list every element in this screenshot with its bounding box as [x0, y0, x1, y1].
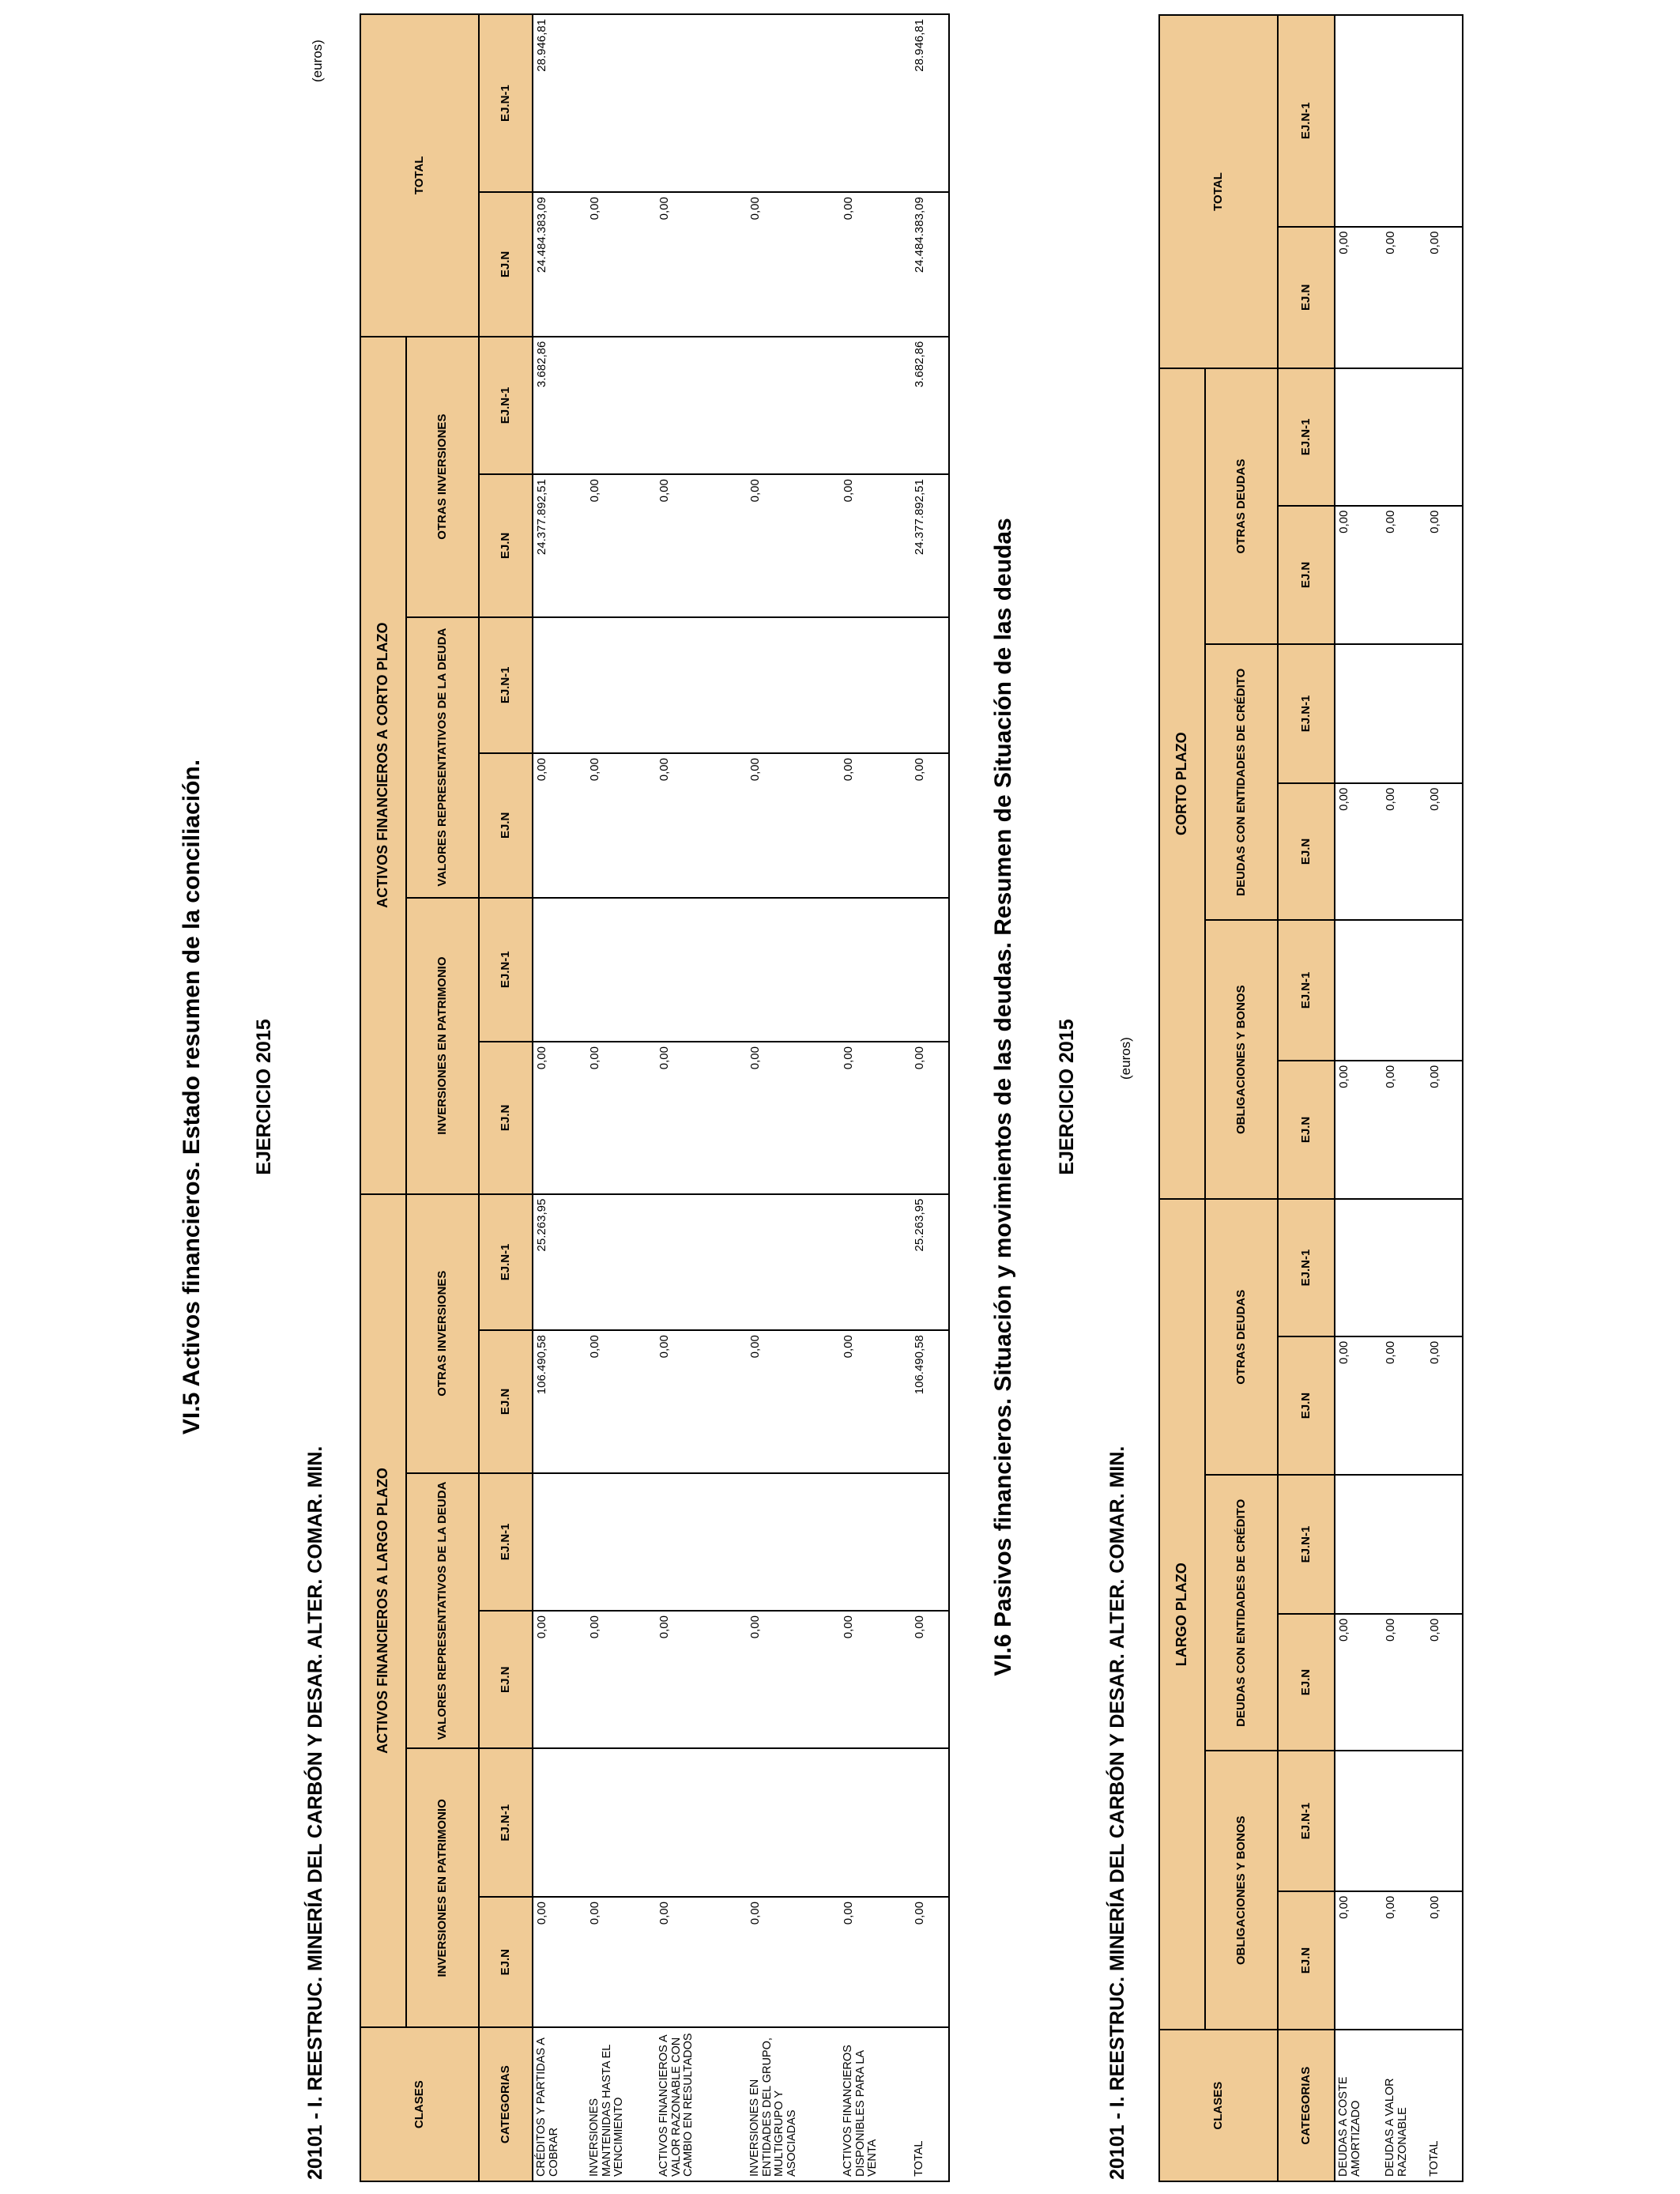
value-cell [656, 898, 747, 1042]
ejn1-header: EJ.N-1 [1278, 1475, 1335, 1614]
section2-entity: 20101 - I. REESTRUC. MINERÍA DEL CARBÓN Y DESAR. ALTER. COMAR. MIN. [1106, 1446, 1128, 2180]
value-cell: 0,00 [747, 1611, 840, 1748]
value-cell: 24.484.383,09 [911, 192, 949, 337]
value-cell: 24.484.383,09 [533, 192, 586, 337]
value-cell [586, 1473, 656, 1611]
otras-deudas-header: OTRAS DEUDAS [1205, 368, 1278, 644]
value-cell [1335, 1475, 1382, 1614]
value-cell: 0,00 [840, 1611, 911, 1748]
value-cell [840, 617, 911, 753]
value-cell [533, 898, 586, 1042]
table-row [656, 14, 747, 2181]
category-label: DEUDAS A VALOR RAZONABLE [1382, 2030, 1426, 2181]
value-cell: 0,00 [1335, 1891, 1382, 2030]
otras-inversiones-header: OTRAS INVERSIONES [406, 1194, 479, 1473]
otras-inversiones-header: OTRAS INVERSIONES [406, 337, 479, 617]
ejn-header: EJ.N [479, 474, 533, 616]
value-cell [656, 617, 747, 753]
value-cell: 106.490,58 [911, 1330, 949, 1472]
ejn-header: EJ.N [1278, 227, 1335, 369]
value-cell: 0,00 [1426, 783, 1463, 921]
value-cell [586, 898, 656, 1042]
ejn-header: EJ.N [479, 1897, 533, 2027]
section2-title: VI.6 Pasivos financieros. Situación y movimientos de las deudas. Resumen de Situación de las deudas [990, 518, 1016, 1676]
value-cell [586, 1194, 656, 1330]
value-cell [747, 1194, 840, 1330]
category-label: ACTIVOS FINANCIEROS DISPONIBLES PARA LA VENTA [840, 2027, 911, 2181]
table-row [840, 14, 911, 2181]
category-label: TOTAL [1426, 2030, 1463, 2181]
value-cell: 0,00 [840, 192, 911, 337]
value-cell [840, 1194, 911, 1330]
value-cell: 0,00 [1382, 783, 1426, 921]
value-cell [840, 898, 911, 1042]
corto-plazo-header: ACTIVOS FINANCIEROS A CORTO PLAZO [360, 337, 406, 1194]
ejn-header: EJ.N [479, 753, 533, 898]
value-cell: 0,00 [656, 753, 747, 898]
value-cell: 0,00 [747, 192, 840, 337]
value-cell [586, 337, 656, 474]
value-cell: 24.377.892,51 [533, 474, 586, 616]
value-cell: 0,00 [586, 1042, 656, 1194]
value-cell: 28.946,81 [911, 14, 949, 192]
categorias-header: CATEGORIAS [479, 2027, 533, 2181]
value-cell: 25.263,95 [533, 1194, 586, 1330]
value-cell [747, 337, 840, 474]
obligaciones-bonos-header: OBLIGACIONES Y BONOS [1205, 1751, 1278, 2030]
value-cell: 0,00 [1335, 1336, 1382, 1476]
value-cell: 0,00 [533, 1611, 586, 1748]
ejn1-header: EJ.N-1 [1278, 15, 1335, 227]
value-cell: 0,00 [840, 474, 911, 616]
largo-plazo-header: LARGO PLAZO [1159, 1199, 1205, 2030]
value-cell: 0,00 [1382, 227, 1426, 369]
value-cell [586, 14, 656, 192]
value-cell [1426, 1751, 1463, 1891]
ejn1-header: EJ.N-1 [1278, 920, 1335, 1061]
value-cell [656, 1473, 747, 1611]
ejn-header: EJ.N [479, 192, 533, 337]
value-cell [747, 898, 840, 1042]
value-cell [656, 1194, 747, 1330]
ejn-header: EJ.N [1278, 506, 1335, 645]
value-cell: 0,00 [911, 1042, 949, 1194]
value-cell: 0,00 [586, 474, 656, 616]
value-cell [840, 1748, 911, 1897]
value-cell [1382, 1475, 1426, 1614]
value-cell: 0,00 [1335, 227, 1382, 369]
value-cell [1335, 15, 1382, 227]
value-cell: 0,00 [1335, 1614, 1382, 1751]
total-header: TOTAL [360, 14, 479, 337]
value-cell [911, 898, 949, 1042]
value-cell: 0,00 [1335, 506, 1382, 645]
value-cell [1335, 368, 1382, 506]
value-cell [911, 1473, 949, 1611]
section1-units: (euros) [310, 40, 325, 82]
value-cell [1426, 644, 1463, 783]
value-cell [1382, 644, 1426, 783]
ejn1-header: EJ.N-1 [1278, 1751, 1335, 1891]
value-cell [1335, 1199, 1382, 1336]
total-header: TOTAL [1159, 15, 1278, 368]
value-cell [1426, 1475, 1463, 1614]
value-cell [533, 1748, 586, 1897]
section2-units: (euros) [1118, 1037, 1133, 1080]
value-cell [1382, 1751, 1426, 1891]
ejn-header: EJ.N [479, 1330, 533, 1472]
value-cell: 0,00 [586, 1897, 656, 2027]
ejn-header: EJ.N [479, 1042, 533, 1194]
table-row [1382, 15, 1426, 2181]
value-cell: 0,00 [911, 1611, 949, 1748]
value-cell: 0,00 [911, 753, 949, 898]
value-cell: 0,00 [656, 1042, 747, 1194]
value-cell: 0,00 [747, 1042, 840, 1194]
value-cell: 0,00 [1335, 783, 1382, 921]
category-label: ACTIVOS FINANCIEROS A VALOR RAZONABLE CON CAMBIO EN RESULTADOS [656, 2027, 747, 2181]
value-cell: 106.490,58 [533, 1330, 586, 1472]
value-cell: 0,00 [656, 192, 747, 337]
value-cell [1426, 15, 1463, 227]
value-cell: 0,00 [1382, 1336, 1426, 1476]
valores-header: VALORES REPRESENTATIVOS DE LA DEUDA [406, 1473, 479, 1749]
value-cell [1426, 920, 1463, 1061]
value-cell: 0,00 [586, 1611, 656, 1748]
category-label: INVERSIONES EN ENTIDADES DEL GRUPO, MULTIGRUPO Y ASOCIADAS [747, 2027, 840, 2181]
value-cell [911, 1748, 949, 1897]
category-label: TOTAL [911, 2027, 949, 2181]
ejn-header: EJ.N [1278, 1336, 1335, 1476]
section2-ejercicio: EJERCICIO 2015 [1056, 1019, 1078, 1175]
table-row [586, 14, 656, 2181]
value-cell [1426, 1199, 1463, 1336]
category-label: CRÉDITOS Y PARTIDAS A COBRAR [533, 2027, 586, 2181]
value-cell [747, 617, 840, 753]
value-cell [1382, 1199, 1426, 1336]
value-cell: 0,00 [586, 192, 656, 337]
pasivos-table-body [1335, 15, 1463, 2181]
ejn1-header: EJ.N-1 [479, 617, 533, 753]
ejn1-header: EJ.N-1 [479, 898, 533, 1042]
section1-ejercicio: EJERCICIO 2015 [253, 1019, 275, 1175]
clases-header: CLASES [1159, 2030, 1278, 2181]
value-cell: 0,00 [911, 1897, 949, 2027]
value-cell [1335, 1751, 1382, 1891]
value-cell [747, 14, 840, 192]
value-cell [747, 1473, 840, 1611]
table-row [747, 14, 840, 2181]
table-row [1426, 15, 1463, 2181]
otras-deudas-header: OTRAS DEUDAS [1205, 1199, 1278, 1475]
value-cell: 0,00 [656, 1330, 747, 1472]
table-row [533, 14, 586, 2181]
inversiones-patrimonio-header: INVERSIONES EN PATRIMONIO [406, 898, 479, 1194]
category-label: INVERSIONES MANTENIDAS HASTA EL VENCIMIENTO [586, 2027, 656, 2181]
value-cell: 3.682,86 [911, 337, 949, 474]
ejn1-header: EJ.N-1 [479, 14, 533, 192]
value-cell [1335, 920, 1382, 1061]
value-cell: 0,00 [1426, 1891, 1463, 2030]
value-cell: 0,00 [533, 1042, 586, 1194]
value-cell: 24.377.892,51 [911, 474, 949, 616]
value-cell: 25.263,95 [911, 1194, 949, 1330]
value-cell [533, 617, 586, 753]
value-cell [533, 1473, 586, 1611]
value-cell: 0,00 [840, 1330, 911, 1472]
value-cell: 0,00 [840, 753, 911, 898]
value-cell: 0,00 [1382, 1891, 1426, 2030]
ejn1-header: EJ.N-1 [1278, 644, 1335, 783]
ejn1-header: EJ.N-1 [479, 337, 533, 474]
value-cell: 0,00 [747, 753, 840, 898]
value-cell: 0,00 [1426, 1061, 1463, 1200]
ejn-header: EJ.N [1278, 1061, 1335, 1200]
value-cell: 0,00 [840, 1897, 911, 2027]
value-cell [840, 1473, 911, 1611]
value-cell: 0,00 [1382, 1614, 1426, 1751]
clases-header: CLASES [360, 2027, 479, 2181]
value-cell: 0,00 [656, 1897, 747, 2027]
value-cell: 0,00 [747, 474, 840, 616]
value-cell [911, 617, 949, 753]
ejn-header: EJ.N [1278, 783, 1335, 921]
value-cell [586, 1748, 656, 1897]
value-cell: 0,00 [1426, 227, 1463, 369]
largo-plazo-header: ACTIVOS FINANCIEROS A LARGO PLAZO [360, 1194, 406, 2028]
value-cell: 0,00 [1426, 1336, 1463, 1476]
value-cell: 0,00 [747, 1897, 840, 2027]
value-cell [1382, 15, 1426, 227]
value-cell: 0,00 [1382, 506, 1426, 645]
ejn1-header: EJ.N-1 [1278, 368, 1335, 506]
value-cell: 0,00 [656, 1611, 747, 1748]
activos-table-body [533, 14, 949, 2181]
value-cell: 0,00 [586, 1330, 656, 1472]
value-cell: 0,00 [840, 1042, 911, 1194]
value-cell [840, 14, 911, 192]
value-cell [586, 617, 656, 753]
value-cell: 0,00 [747, 1330, 840, 1472]
value-cell [747, 1748, 840, 1897]
value-cell: 0,00 [656, 474, 747, 616]
value-cell [1382, 368, 1426, 506]
value-cell [656, 14, 747, 192]
value-cell: 0,00 [1335, 1061, 1382, 1200]
value-cell: 0,00 [533, 1897, 586, 2027]
categorias-header: CATEGORIAS [1278, 2030, 1335, 2181]
value-cell: 0,00 [1426, 506, 1463, 645]
value-cell: 0,00 [1426, 1614, 1463, 1751]
ejn-header: EJ.N [1278, 1891, 1335, 2030]
section1-entity: 20101 - I. REESTRUC. MINERÍA DEL CARBÓN Y DESAR. ALTER. COMAR. MIN. [304, 1446, 326, 2180]
table-row [1335, 15, 1382, 2181]
ejn1-header: EJ.N-1 [479, 1194, 533, 1330]
ejn1-header: EJ.N-1 [479, 1473, 533, 1611]
value-cell: 3.682,86 [533, 337, 586, 474]
ejn1-header: EJ.N-1 [479, 1748, 533, 1897]
activos-financieros-table [360, 13, 950, 2182]
value-cell [840, 337, 911, 474]
deudas-credito-header: DEUDAS CON ENTIDADES DE CRÉDITO [1205, 1475, 1278, 1751]
value-cell: 0,00 [1382, 1061, 1426, 1200]
value-cell [1382, 920, 1426, 1061]
category-label: DEUDAS A COSTE AMORTIZADO [1335, 2030, 1382, 2181]
obligaciones-bonos-header: OBLIGACIONES Y BONOS [1205, 920, 1278, 1199]
ejn1-header: EJ.N-1 [1278, 1199, 1335, 1336]
corto-plazo-header: CORTO PLAZO [1159, 368, 1205, 1199]
value-cell: 0,00 [586, 753, 656, 898]
value-cell: 0,00 [533, 753, 586, 898]
section1-title: VI.5 Activos financieros. Estado resumen de la conciliación. [179, 759, 205, 1435]
value-cell [1426, 368, 1463, 506]
value-cell [1335, 644, 1382, 783]
deudas-credito-header: DEUDAS CON ENTIDADES DE CRÉDITO [1205, 644, 1278, 920]
value-cell: 28.946,81 [533, 14, 586, 192]
ejn-header: EJ.N [1278, 1614, 1335, 1751]
pasivos-financieros-table [1158, 14, 1463, 2182]
value-cell [656, 1748, 747, 1897]
ejn-header: EJ.N [479, 1611, 533, 1748]
valores-header: VALORES REPRESENTATIVOS DE LA DEUDA [406, 617, 479, 898]
table-row [911, 14, 949, 2181]
inversiones-patrimonio-header: INVERSIONES EN PATRIMONIO [406, 1748, 479, 2027]
value-cell [656, 337, 747, 474]
